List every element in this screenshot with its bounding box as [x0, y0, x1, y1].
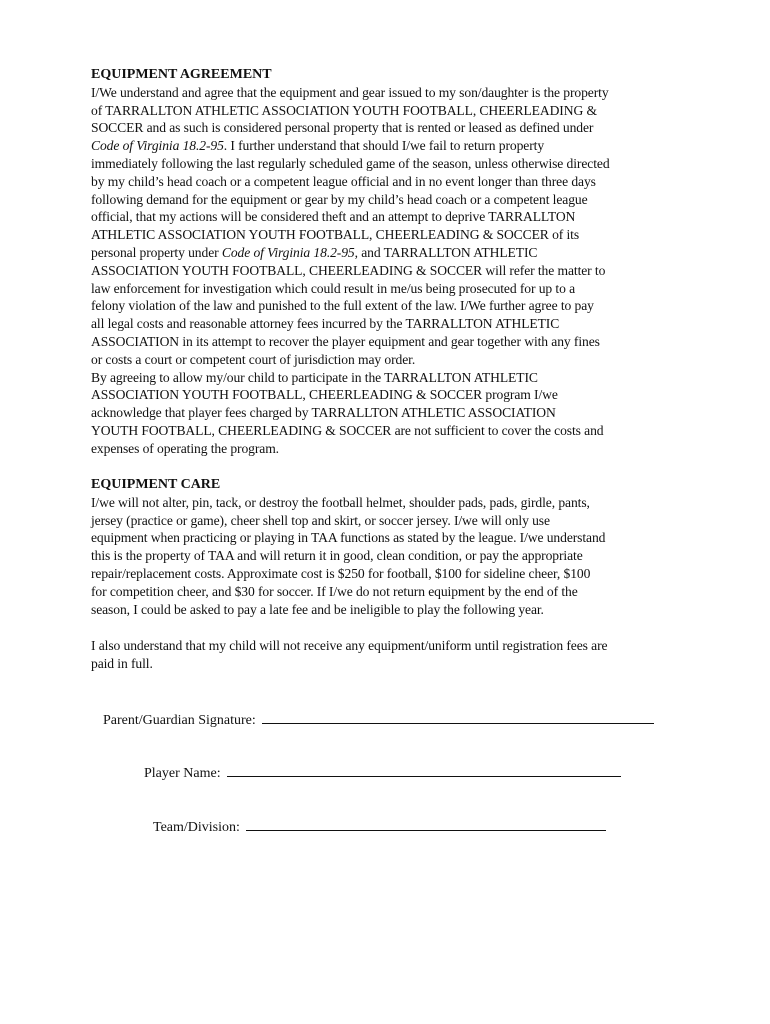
- paragraph-line: ATHLETIC ASSOCIATION YOUTH FOOTBALL, CHEERLEADING & SOCCER of its: [91, 227, 580, 243]
- paragraph-line: equipment when practicing or playing in TAA functions as stated by the league. I/we understand: [91, 530, 606, 546]
- paragraph-line: I/we will not alter, pin, tack, or destroy the football helmet, shoulder pads, pads, girdle, pants,: [91, 494, 590, 510]
- paragraph-line: jersey (practice or game), cheer shell top and skirt, or soccer jersey. I/we will only use: [91, 512, 550, 528]
- paragraph-line: expenses of operating the program.: [91, 440, 279, 456]
- paragraph-line: I/We understand and agree that the equipment and gear issued to my son/daughter is the property: [91, 84, 609, 100]
- equipment-agreement-heading: EQUIPMENT AGREEMENT: [91, 67, 272, 82]
- paragraph-line: paid in full.: [91, 655, 153, 671]
- parent-signature-field[interactable]: [262, 709, 654, 724]
- paragraph-line: of TARRALLTON ATHLETIC ASSOCIATION YOUTH FOOTBALL, CHEERLEADING &: [91, 102, 597, 118]
- paragraph-line: immediately following the last regularly scheduled game of the season, unless otherwise directed: [91, 155, 610, 171]
- paragraph-line: all legal costs and reasonable attorney fees incurred by the TARRALLTON ATHLETIC: [91, 316, 560, 332]
- paragraph-line: following demand for the equipment or gear by my child’s head coach or a competent league: [91, 191, 588, 207]
- paragraph-line: law enforcement for investigation which could result in me/us being prosecuted for up to a: [91, 280, 576, 296]
- equipment-care-section: [91, 476, 683, 618]
- team-division-label: Team/Division:: [153, 820, 240, 835]
- paragraph-line: acknowledge that player fees charged by TARRALLTON ATHLETIC ASSOCIATION: [91, 405, 556, 421]
- paragraph-line: this is the property of TAA and will return it in good, clean condition, or pay the appropriate: [91, 548, 583, 564]
- paragraph-line: ASSOCIATION YOUTH FOOTBALL, CHEERLEADING & SOCCER will refer the matter to: [91, 262, 606, 278]
- team-division-row: [153, 816, 606, 837]
- paragraph-line: I also understand that my child will not receive any equipment/uniform until registration fees are: [91, 638, 608, 653]
- paragraph-line: YOUTH FOOTBALL, CHEERLEADING & SOCCER are not sufficient to cover the costs and: [91, 422, 604, 438]
- equipment-care-text: [91, 494, 683, 619]
- parent-signature-row: [103, 709, 654, 730]
- paragraph-line: ASSOCIATION in its attempt to recover the player equipment and gear together with any fines: [91, 333, 600, 349]
- paragraph-line: ASSOCIATION YOUTH FOOTBALL, CHEERLEADING & SOCCER program I/we: [91, 387, 558, 403]
- player-name-row: [144, 762, 621, 783]
- paragraph-line: for competition cheer, and $30 for soccer. If I/we do not return equipment by the end of the: [91, 583, 578, 599]
- paragraph-line: by my child’s head coach or a competent league official and in no event longer than three days: [91, 173, 596, 189]
- equipment-agreement-section: [91, 66, 683, 458]
- player-name-label: Player Name:: [144, 766, 221, 781]
- paragraph-line: Code of Virginia 18.2-95. I further understand that should I/we fail to return property: [91, 138, 545, 154]
- paragraph-line: felony violation of the law and punished to the full extent of the law. I/We further agree to pay: [91, 298, 594, 314]
- parent-signature-label: Parent/Guardian Signature:: [103, 713, 256, 728]
- player-name-field[interactable]: [227, 762, 621, 777]
- paragraph-line: season, I could be asked to pay a late fee and be ineligible to play the following year.: [91, 601, 544, 617]
- registration-fee-text: [91, 637, 683, 673]
- paragraph-line: personal property under Code of Virginia 18.2-95, and TARRALLTON ATHLETIC: [91, 244, 538, 260]
- paragraph-line: official, that my actions will be considered theft and an attempt to deprive TARRALLTON: [91, 209, 576, 225]
- equipment-agreement-text: [91, 84, 683, 458]
- team-division-field[interactable]: [246, 816, 606, 831]
- code-reference: Code of Virginia 18.2-95: [221, 244, 355, 260]
- registration-fee-notice: [91, 637, 683, 673]
- code-reference: Code of Virginia 18.2-95: [91, 138, 224, 154]
- paragraph-line: By agreeing to allow my/our child to participate in the TARRALLTON ATHLETIC: [91, 369, 538, 385]
- paragraph-line: or costs a court or competent court of jurisdiction may order.: [91, 351, 416, 367]
- paragraph-line: repair/replacement costs. Approximate cost is $250 for football, $100 for sideline cheer, $100: [91, 565, 591, 581]
- paragraph-line: SOCCER and as such is considered personal property that is rented or leased as defined under: [91, 120, 594, 136]
- equipment-care-heading: EQUIPMENT CARE: [91, 477, 221, 492]
